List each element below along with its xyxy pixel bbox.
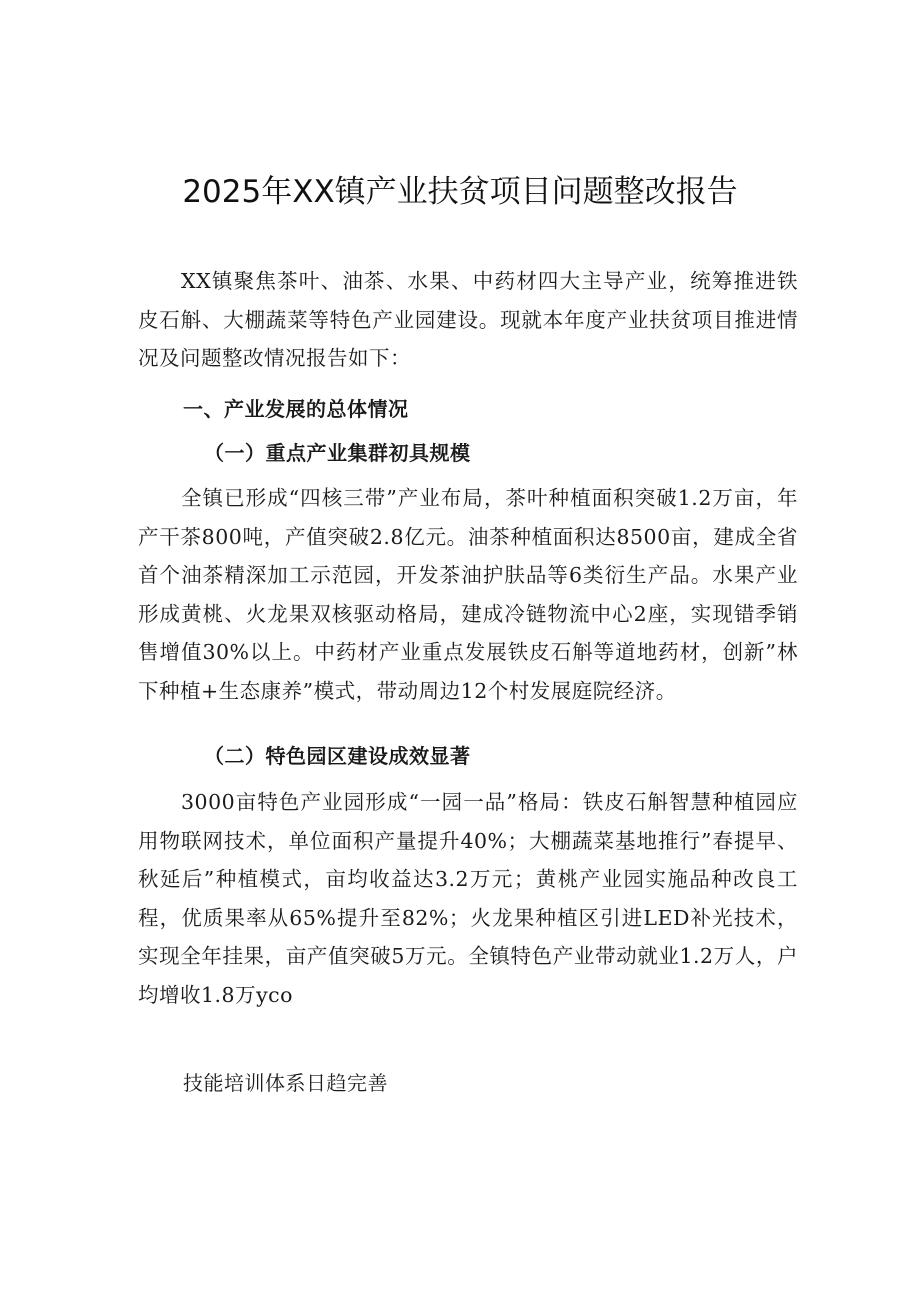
section-heading-1: 一、产业发展的总体情况 [183,397,409,421]
subsection-1-paragraph: 全镇已形成“四核三带”产业布局，茶叶种植面积突破1.2万亩，年产干茶800吨，产值突破2.8亿元。油茶种植面积达8500亩，建成全省首个油茶精深加工示范园，开发茶油护肤品等6类衍生产品。水果产业形成黄桃、火龙果双核驱动格局，建成冷链物流中心2座，实现错季销售增值30%以上。中药材产业重点发展铁皮石斛等道地药材，创新”林下种植+生态康养”模式，带动周边12个村发展庭院经济。 [138,486,798,703]
subsection-heading-1: （一）重点产业集群初具规模 [204,441,471,465]
intro-paragraph: XX镇聚焦茶叶、油茶、水果、中药材四大主导产业，统筹推进铁皮石斛、大棚蔬菜等特色产业园建设。现就本年度产业扶贫项目推进情况及问题整改情况报告如下： [138,269,798,370]
document-title: 2025年XX镇产业扶贫项目问题整改报告 [182,174,738,210]
subsection-2-paragraph: 3000亩特色产业园形成“一园一品”格局：铁皮石斛智慧种植园应用物联网技术，单位面积产量提升40%；大棚蔬菜基地推行”春提早、秋延后”种植模式，亩均收益达3.2万元；黄桃产业园实施品种改良工程，优质果率从65%提升至82%；火龙果种植区引进LED补光技术，实现全年挂果，亩产值突破5万元。全镇特色产业带动就业1.2万人，户均增收1.8万yco [138,790,798,1007]
subsection-heading-2: （二）特色园区建设成效显著 [204,744,471,768]
subsection-heading-3: 技能培训体系日趋完善 [183,1071,388,1095]
